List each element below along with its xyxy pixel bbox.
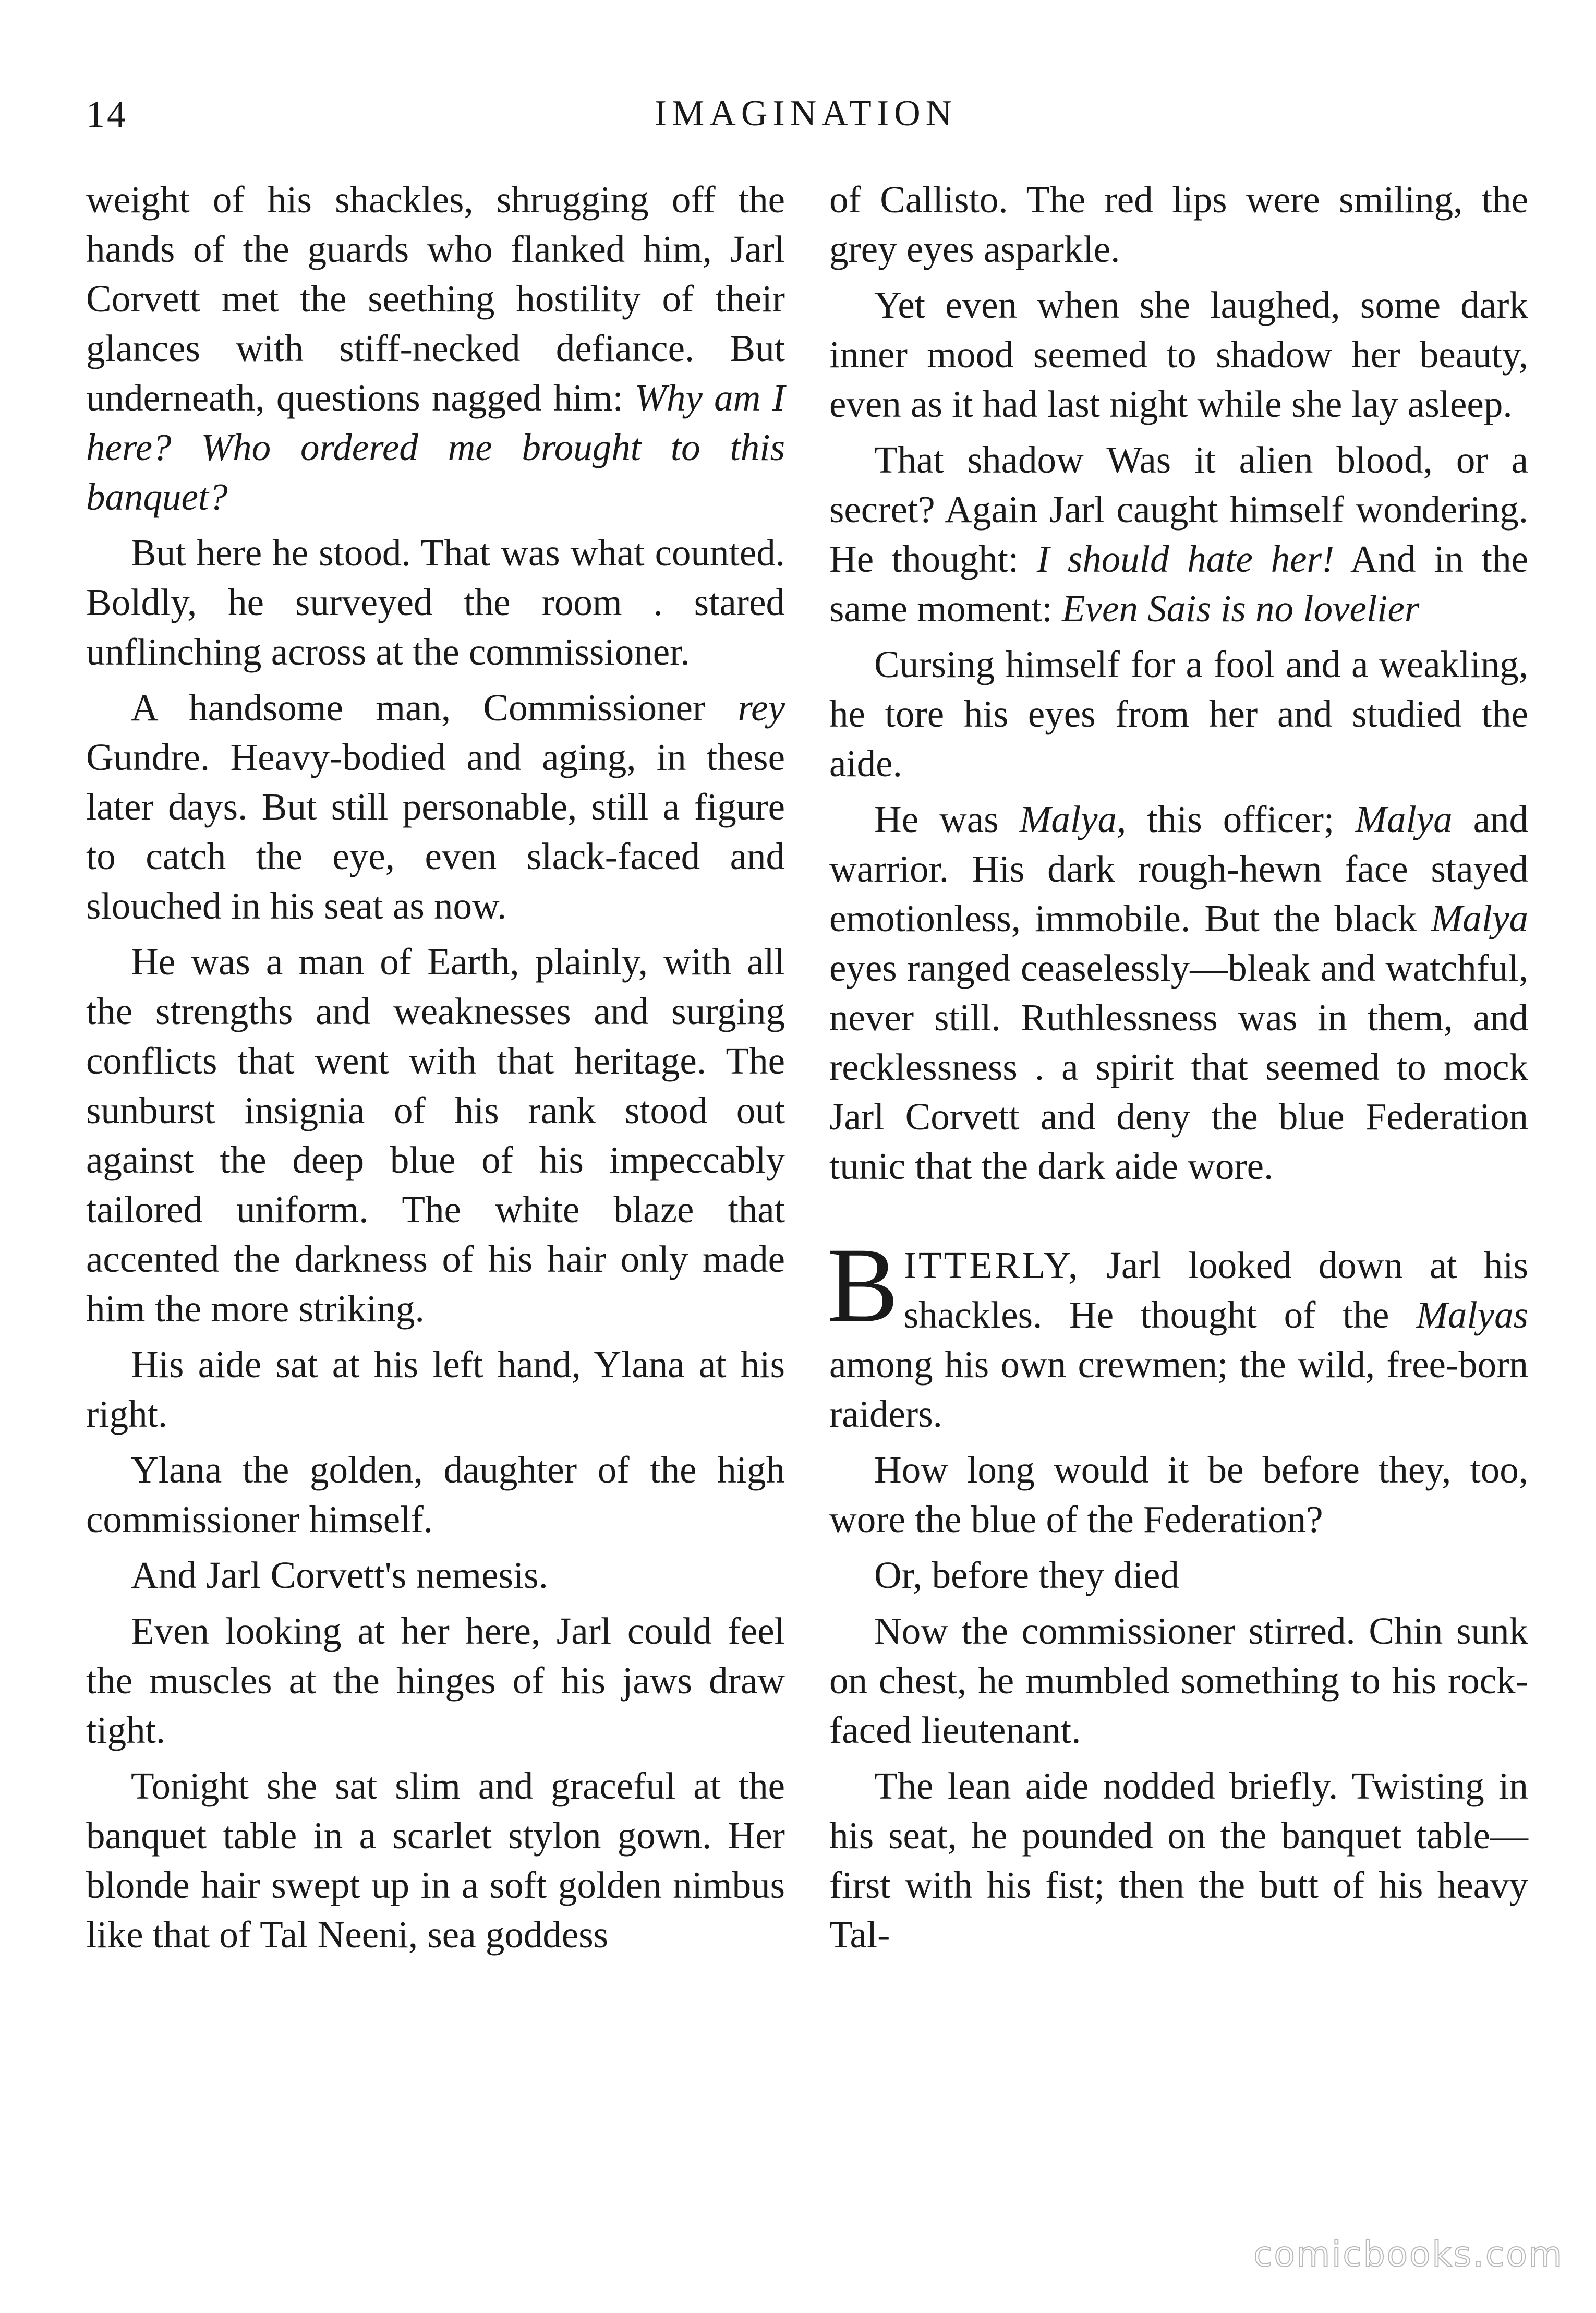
right-column [829, 175, 1528, 1966]
page-header [86, 93, 1526, 145]
paragraph: And Jarl Corvett's nemesis. [131, 1554, 548, 1596]
running-head: IMAGINATION [654, 93, 958, 134]
paragraph: Ylana the golden, daughter of the high commissioner himself. [86, 1449, 785, 1540]
paragraph: He was a man of Earth, plainly, with all the strengths and weaknesses and surging conflicts that went with that heritage. The sunburst insignia of his rank stood out against the deep blue of his impeccably tailored uniform. The white blaze that accented the darkness of his hair only made him the more striking. [86, 941, 785, 1330]
left-column [86, 175, 785, 1966]
paragraph: He was Malya, this officer; Malya and warrior. His dark rough-hewn face stayed emotionless, immobile. But the black Malya eyes ranged ceaselessly—bleak and watchful, never still. Ruthlessness was in them, and recklessness . a spirit that seemed to mock Jarl Corvett and deny the blue Federation tunic that the dark aide wore. [829, 798, 1528, 1187]
paragraph: of Callisto. The red lips were smiling, the grey eyes asparkle. [829, 178, 1528, 270]
paragraph: That shadow Was it alien blood, or a secret? Again Jarl caught himself wondering. He thought: I should hate her! And in the same moment: Even Sais is no lovelier [829, 439, 1528, 630]
paragraph: Yet even when she laughed, some dark inner mood seemed to shadow her beauty, even as it had last night while she lay asleep. [829, 284, 1528, 425]
site-watermark: comicbooks.com [1253, 2234, 1564, 2274]
paragraph: Or, before they died [874, 1554, 1179, 1596]
page-number: 14 [86, 93, 128, 135]
paragraph: Cursing himself for a fool and a weakling, he tore his eyes from her and studied the aide. [829, 643, 1528, 785]
paragraph: How long would it be before they, too, wore the blue of the Federation? [829, 1449, 1528, 1540]
paragraph: The lean aide nodded briefly. Twisting in his seat, he pounded on the banquet table—first with his fist; then the butt of his heavy Tal- [829, 1765, 1528, 1956]
paragraph: His aide sat at his left hand, Ylana at his right. [86, 1343, 785, 1435]
paragraph: A handsome man, Commissioner rey Gundre. Heavy-bodied and aging, in these later days. But still personable, still a figure to catch the eye, even slack-faced and slouched in his seat as now. [86, 686, 785, 927]
section-opening-paragraph: BITTERLY, Jarl looked down at his shackles. He thought of the Malyas among his own crewmen; the wild, free-born raiders. [827, 1226, 1528, 1435]
paragraph: weight of his shackles, shrugging off the hands of the guards who flanked him, Jarl Corvett met the seething hostility of their glances with stiff-necked defiance. But underneath, questions nagged him: Why am I here? Who ordered me brought to this banquet? [86, 178, 785, 518]
drop-cap: B [827, 1226, 899, 1344]
paragraph: Now the commissioner stirred. Chin sunk on chest, he mumbled something to his rock-faced lieutenant. [829, 1610, 1528, 1751]
paragraph: Even looking at her here, Jarl could feel the muscles at the hinges of his jaws draw tight. [86, 1610, 785, 1751]
paragraph: But here he stood. That was what counted. Boldly, he surveyed the room . stared unflinching across at the commissioner. [86, 532, 785, 673]
paragraph: Tonight she sat slim and graceful at the banquet table in a scarlet stylon gown. Her blonde hair swept up in a soft golden nimbus like that of Tal Neeni, sea goddess [86, 1765, 785, 1956]
